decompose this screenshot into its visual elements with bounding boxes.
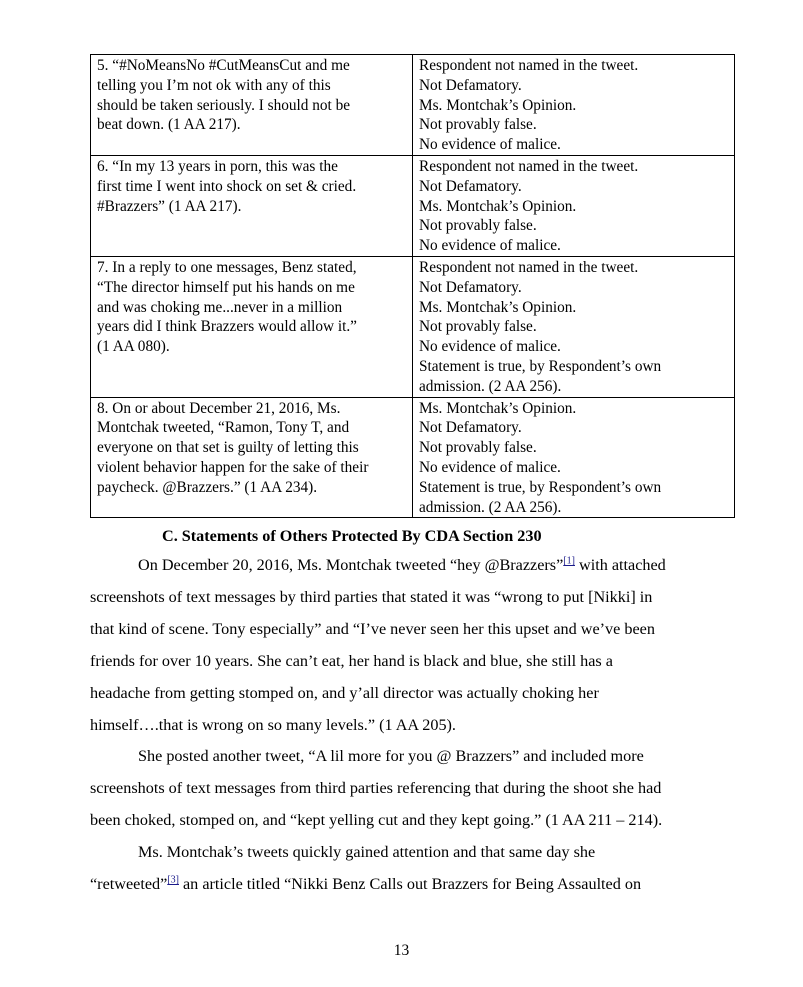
statement-line: years did I think Brazzers would allow it.” — [97, 318, 357, 336]
paragraph-line: screenshots of text messages from third parties referencing that during the shoot she had — [90, 778, 662, 797]
statement-cell — [91, 397, 413, 518]
section-heading: C. Statements of Others Protected By CDA Section 230 — [162, 527, 542, 545]
page-number: 13 — [393, 942, 410, 959]
response-cell — [413, 256, 735, 397]
response-line: Ms. Montchak’s Opinion. — [419, 197, 577, 215]
statement-line: 8. On or about December 21, 2016, Ms. — [97, 399, 341, 417]
statement-line: violent behavior happen for the sake of their — [97, 458, 369, 476]
paragraph-line: screenshots of text messages by third parties that stated it was “wrong to put [Nikki] in — [90, 587, 653, 606]
paragraph-line: that kind of scene. Tony especially” and “I’ve never seen her this upset and we’ve been — [90, 619, 655, 638]
paragraph-line — [90, 550, 740, 582]
text-run: On December 20, 2016, Ms. Montchak tweeted “hey @Brazzers” — [138, 556, 564, 574]
response-line: Statement is true, by Respondent’s own — [419, 478, 662, 496]
table-row — [91, 397, 735, 518]
text-run: with attached — [574, 556, 666, 574]
paragraph-line — [90, 869, 740, 901]
footnote-link[interactable]: [1] — [563, 555, 575, 567]
statement-line: telling you I’m not ok with any of this — [97, 76, 331, 94]
response-line: No evidence of malice. — [419, 237, 561, 255]
statement-line: beat down. (1 AA 217). — [97, 116, 241, 134]
response-cell — [413, 155, 735, 256]
statement-line: Montchak tweeted, “Ramon, Tony T, and — [97, 419, 350, 437]
paragraph-line: himself….that is wrong on so many levels.” (1 AA 205). — [90, 715, 456, 734]
response-line: Not provably false. — [419, 318, 537, 336]
response-line: Ms. Montchak’s Opinion. — [419, 298, 577, 316]
statement-cell — [91, 55, 413, 156]
statements-table — [90, 54, 735, 518]
text-run: “retweeted” — [90, 874, 168, 893]
table-row — [91, 55, 735, 156]
statement-line: should be taken seriously. I should not be — [97, 96, 351, 114]
response-line: Ms. Montchak’s Opinion. — [419, 96, 577, 114]
response-cell — [413, 55, 735, 156]
statement-line: and was choking me...never in a million — [97, 298, 343, 316]
response-line: admission. (2 AA 256). — [419, 498, 562, 516]
response-line: No evidence of malice. — [419, 136, 561, 154]
response-line: Not Defamatory. — [419, 419, 522, 437]
response-line: Not provably false. — [419, 116, 537, 134]
statement-line: (1 AA 080). — [97, 338, 170, 356]
response-line: Not Defamatory. — [419, 177, 522, 195]
response-line: Not provably false. — [419, 217, 537, 235]
response-line: Respondent not named in the tweet. — [419, 258, 639, 276]
statement-line: 5. “#NoMeansNo #CutMeansCut and me — [97, 57, 350, 74]
paragraph-3 — [90, 837, 740, 901]
paragraph-line: She posted another tweet, “A lil more for you @ Brazzers” and included more — [138, 747, 644, 765]
response-line: No evidence of malice. — [419, 338, 561, 356]
table-row — [91, 256, 735, 397]
response-line: Ms. Montchak’s Opinion. — [419, 399, 577, 417]
paragraph-line: been choked, stomped on, and “kept yelling cut and they kept going.” (1 AA 211 – 214). — [90, 810, 663, 829]
paragraph-1 — [90, 550, 740, 741]
paragraph-line: friends for over 10 years. She can’t eat, her hand is black and blue, she still has a — [90, 651, 613, 670]
response-line: Not Defamatory. — [419, 76, 522, 94]
response-line: Statement is true, by Respondent’s own — [419, 357, 662, 375]
footnote-link[interactable]: [3] — [167, 874, 179, 886]
statement-line: everyone on that set is guilty of letting this — [97, 439, 359, 457]
statement-cell — [91, 155, 413, 256]
statement-line: 6. “In my 13 years in porn, this was the — [97, 157, 338, 175]
response-line: Respondent not named in the tweet. — [419, 57, 639, 74]
table-row — [91, 155, 735, 256]
response-line: Not Defamatory. — [419, 278, 522, 296]
response-line: Not provably false. — [419, 439, 537, 457]
statement-cell — [91, 256, 413, 397]
paragraph-line: headache from getting stomped on, and y’all director was actually choking her — [90, 683, 599, 702]
statement-line: 7. In a reply to one messages, Benz stated, — [97, 258, 357, 276]
response-line: No evidence of malice. — [419, 458, 561, 476]
statement-line: “The director himself put his hands on me — [97, 278, 355, 296]
response-line: Respondent not named in the tweet. — [419, 157, 639, 175]
response-cell — [413, 397, 735, 518]
statement-line: #Brazzers” (1 AA 217). — [97, 197, 242, 215]
paragraph-line: Ms. Montchak’s tweets quickly gained attention and that same day she — [138, 843, 596, 861]
statement-line: first time I went into shock on set & cried. — [97, 177, 357, 195]
text-run: an article titled “Nikki Benz Calls out Brazzers for Being Assaulted on — [178, 874, 642, 893]
statement-line: paycheck. @Brazzers.” (1 AA 234). — [97, 478, 318, 496]
response-line: admission. (2 AA 256). — [419, 377, 562, 395]
paragraph-2 — [90, 741, 740, 837]
